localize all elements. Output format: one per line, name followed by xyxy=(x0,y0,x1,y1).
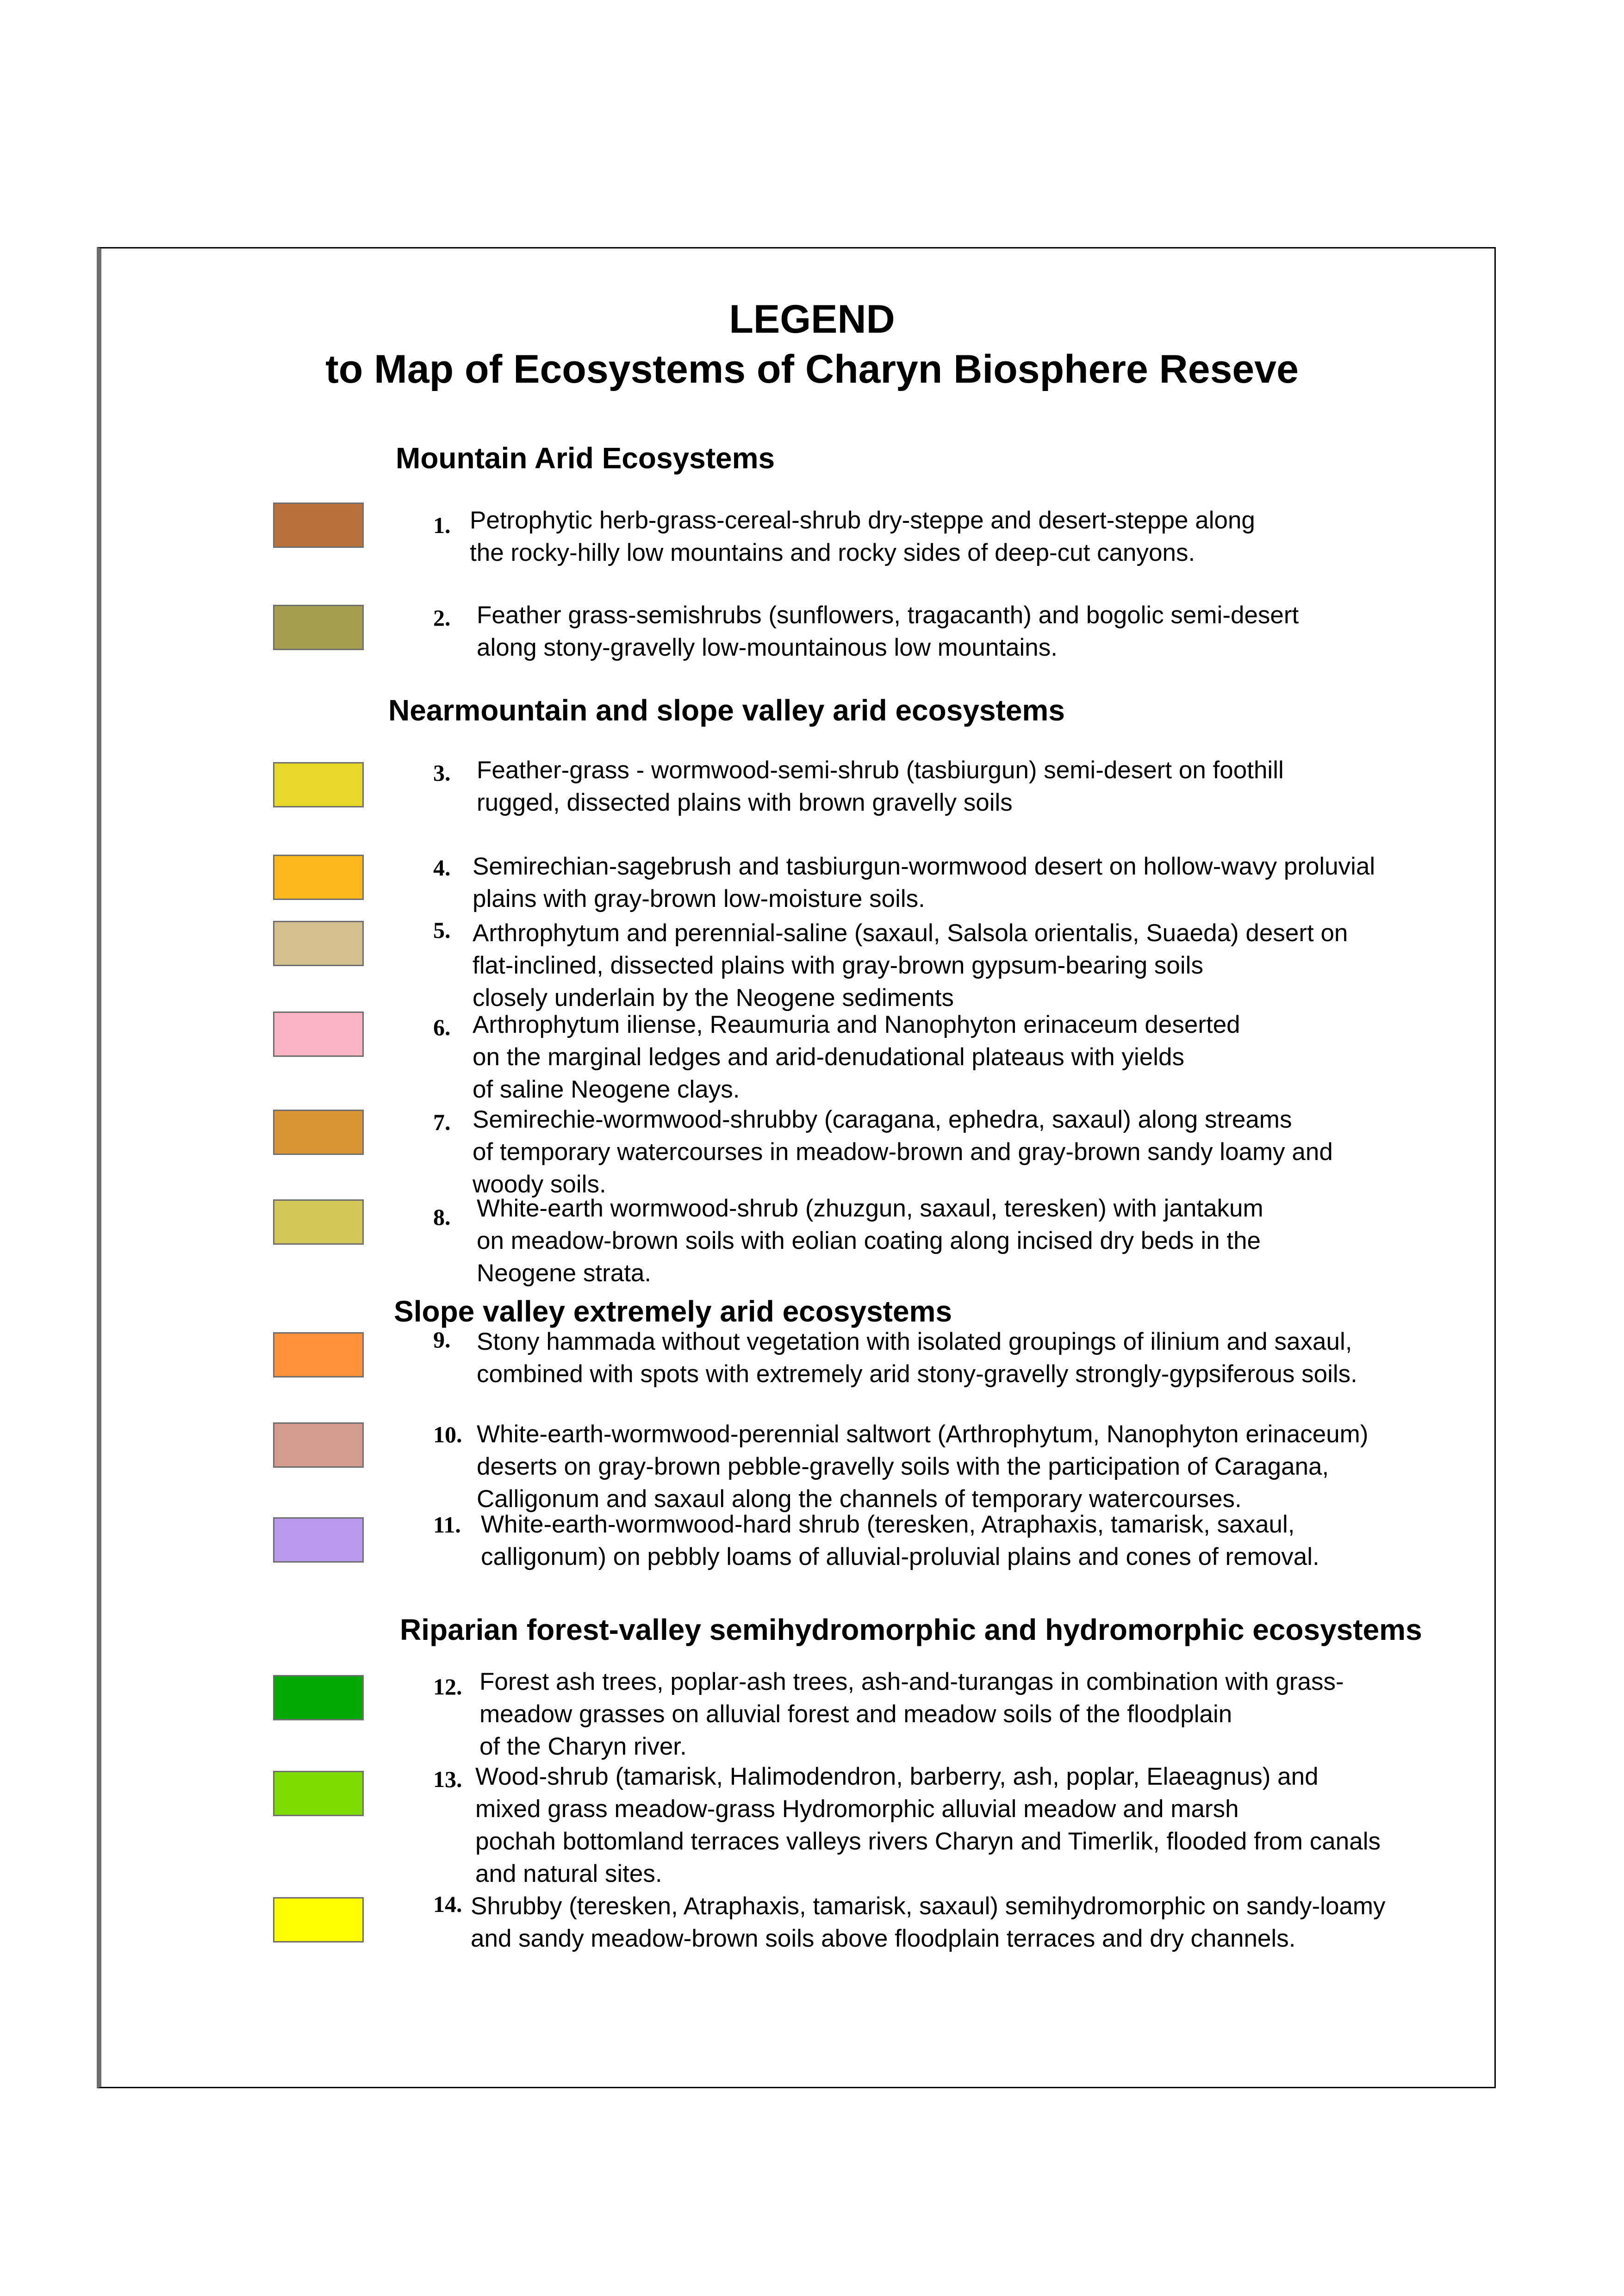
legend-item-number-11: 11. xyxy=(433,1512,461,1538)
legend-item-line: calligonum) on pebbly loams of alluvial-proluvial plains and cones of removal. xyxy=(481,1543,1319,1570)
legend-item-line: plains with gray-brown low-moisture soils. xyxy=(473,885,925,912)
legend-item-line: on the marginal ledges and arid-denudational plateaus with yields xyxy=(473,1043,1185,1071)
legend-item-line: Wood-shrub (tamarisk, Halimodendron, barberry, ash, poplar, Elaeagnus) and xyxy=(475,1763,1319,1790)
legend-item-line: White-earth wormwood-shrub (zhuzgun, saxaul, teresken) with jantakum xyxy=(477,1195,1263,1222)
legend-item-line: Neogene strata. xyxy=(477,1260,652,1287)
legend-item-line: of saline Neogene clays. xyxy=(473,1076,740,1103)
legend-item-description-12 xyxy=(479,1666,1344,1763)
legend-item-description-4 xyxy=(473,850,1375,915)
legend-item-line: White-earth-wormwood-perennial saltwort (Arthrophytum, Nanophyton erinaceum) xyxy=(477,1421,1369,1448)
legend-item-line: deserts on gray-brown pebble-gravelly soils with the participation of Caragana, xyxy=(477,1453,1329,1480)
section-nearmountain-arid: Nearmountain and slope valley arid ecosystems xyxy=(388,694,1065,727)
legend-item-number-5: 5. xyxy=(433,917,451,943)
legend-item-line: Stony hammada without vegetation with isolated groupings of ilinium and saxaul, xyxy=(477,1328,1352,1355)
legend-item-line: woody soils. xyxy=(473,1171,606,1198)
legend-item-number-7: 7. xyxy=(433,1109,451,1135)
legend-item-description-7 xyxy=(473,1104,1333,1201)
legend-swatch-12 xyxy=(273,1675,364,1720)
legend-item-line: Semirechie-wormwood-shrubby (caragana, ephedra, saxaul) along streams xyxy=(473,1106,1292,1133)
legend-swatch-7 xyxy=(273,1110,364,1155)
legend-item-line: of temporary watercourses in meadow-brown and gray-brown sandy loamy and xyxy=(473,1138,1333,1166)
legend-item-line: pochah bottomland terraces valleys rivers Charyn and Timerlik, flooded from canals xyxy=(475,1828,1381,1855)
legend-swatch-11 xyxy=(273,1517,364,1563)
legend-item-description-8 xyxy=(477,1192,1263,1290)
legend-swatch-5 xyxy=(273,921,364,966)
section-mountain-arid: Mountain Arid Ecosystems xyxy=(396,441,775,475)
legend-item-number-3: 3. xyxy=(433,760,451,786)
legend-item-number-13: 13. xyxy=(433,1766,462,1792)
legend-subtitle: to Map of Ecosystems of Charyn Biosphere Reseve xyxy=(325,347,1299,391)
legend-swatch-4 xyxy=(273,855,364,900)
legend-swatch-9 xyxy=(273,1332,364,1378)
legend-item-line: Arthrophytum and perennial-saline (saxaul, Salsola orientalis, Suaeda) desert on xyxy=(473,919,1348,947)
legend-item-line: closely underlain by the Neogene sediments xyxy=(473,984,954,1011)
legend-item-line: Calligonum and saxaul along the channels of temporary watercourses. xyxy=(477,1485,1242,1513)
legend-item-line: on meadow-brown soils with eolian coating along incised dry beds in the xyxy=(477,1227,1261,1254)
legend-item-line: Semirechian-sagebrush and tasbiurgun-wormwood desert on hollow-wavy proluvial xyxy=(473,853,1375,880)
legend-item-line: Arthrophytum iliense, Reaumuria and Nanophyton erinaceum deserted xyxy=(473,1011,1240,1038)
legend-item-number-6: 6. xyxy=(433,1014,451,1040)
legend-item-line: combined with spots with extremely arid stony-gravelly strongly-gypsiferous soils. xyxy=(477,1360,1357,1388)
legend-item-description-2 xyxy=(477,599,1299,664)
legend-item-number-12: 12. xyxy=(433,1674,462,1700)
legend-item-line: White-earth-wormwood-hard shrub (teresken, Atraphaxis, tamarisk, saxaul, xyxy=(481,1511,1295,1538)
legend-item-description-9 xyxy=(477,1326,1357,1390)
legend-item-line: flat-inclined, dissected plains with gray-brown gypsum-bearing soils xyxy=(473,952,1203,979)
legend-swatch-10 xyxy=(273,1422,364,1468)
legend-item-description-14 xyxy=(471,1890,1386,1955)
legend-item-number-4: 4. xyxy=(433,855,451,881)
legend-item-description-5 xyxy=(473,917,1348,1014)
legend-item-number-1: 1. xyxy=(433,512,451,538)
legend-item-description-3 xyxy=(477,754,1284,819)
legend-swatch-2 xyxy=(273,605,364,650)
legend-item-line: the rocky-hilly low mountains and rocky sides of deep-cut canyons. xyxy=(470,539,1195,566)
legend-swatch-14 xyxy=(273,1897,364,1942)
legend-swatch-6 xyxy=(273,1011,364,1057)
legend-item-line: rugged, dissected plains with brown gravelly soils xyxy=(477,789,1013,816)
legend-item-description-1 xyxy=(470,504,1255,569)
legend-item-line: and natural sites. xyxy=(475,1860,662,1887)
legend-item-line: Petrophytic herb-grass-cereal-shrub dry-steppe and desert-steppe along xyxy=(470,507,1255,534)
legend-item-number-10: 10. xyxy=(433,1421,462,1447)
legend-title: LEGEND xyxy=(729,297,895,341)
legend-item-description-10 xyxy=(477,1418,1368,1515)
legend-item-description-11 xyxy=(481,1508,1319,1573)
legend-swatch-8 xyxy=(273,1199,364,1245)
legend-item-number-9: 9. xyxy=(433,1327,451,1353)
legend-swatch-13 xyxy=(273,1771,364,1816)
legend-item-line: mixed grass meadow-grass Hydromorphic alluvial meadow and marsh xyxy=(475,1795,1239,1823)
legend-item-number-2: 2. xyxy=(433,605,451,631)
legend-item-line: Feather grass-semishrubs (sunflowers, tragacanth) and bogolic semi-desert xyxy=(477,602,1299,629)
legend-item-number-14: 14. xyxy=(433,1891,462,1917)
legend-item-description-6 xyxy=(473,1009,1240,1106)
legend-item-line: Shrubby (teresken, Atraphaxis, tamarisk, saxaul) semihydromorphic on sandy-loamy xyxy=(471,1893,1386,1920)
legend-item-line: Feather-grass - wormwood-semi-shrub (tasbiurgun) semi-desert on foothill xyxy=(477,757,1284,784)
legend-swatch-3 xyxy=(273,762,364,807)
legend-item-line: along stony-gravelly low-mountainous low mountains. xyxy=(477,634,1058,661)
legend-item-number-8: 8. xyxy=(433,1204,451,1230)
legend-item-line: of the Charyn river. xyxy=(479,1733,687,1760)
legend-swatch-1 xyxy=(273,503,364,548)
section-extremely-arid: Slope valley extremely arid ecosystems xyxy=(394,1295,952,1328)
legend-item-line: Forest ash trees, poplar-ash trees, ash-and-turangas in combination with grass- xyxy=(479,1668,1344,1695)
legend-item-description-13 xyxy=(475,1761,1381,1890)
legend-item-line: meadow grasses on alluvial forest and meadow soils of the floodplain xyxy=(479,1700,1232,1728)
legend-item-line: and sandy meadow-brown soils above floodplain terraces and dry channels. xyxy=(471,1925,1296,1952)
section-riparian: Riparian forest-valley semihydromorphic and hydromorphic ecosystems xyxy=(400,1613,1422,1646)
